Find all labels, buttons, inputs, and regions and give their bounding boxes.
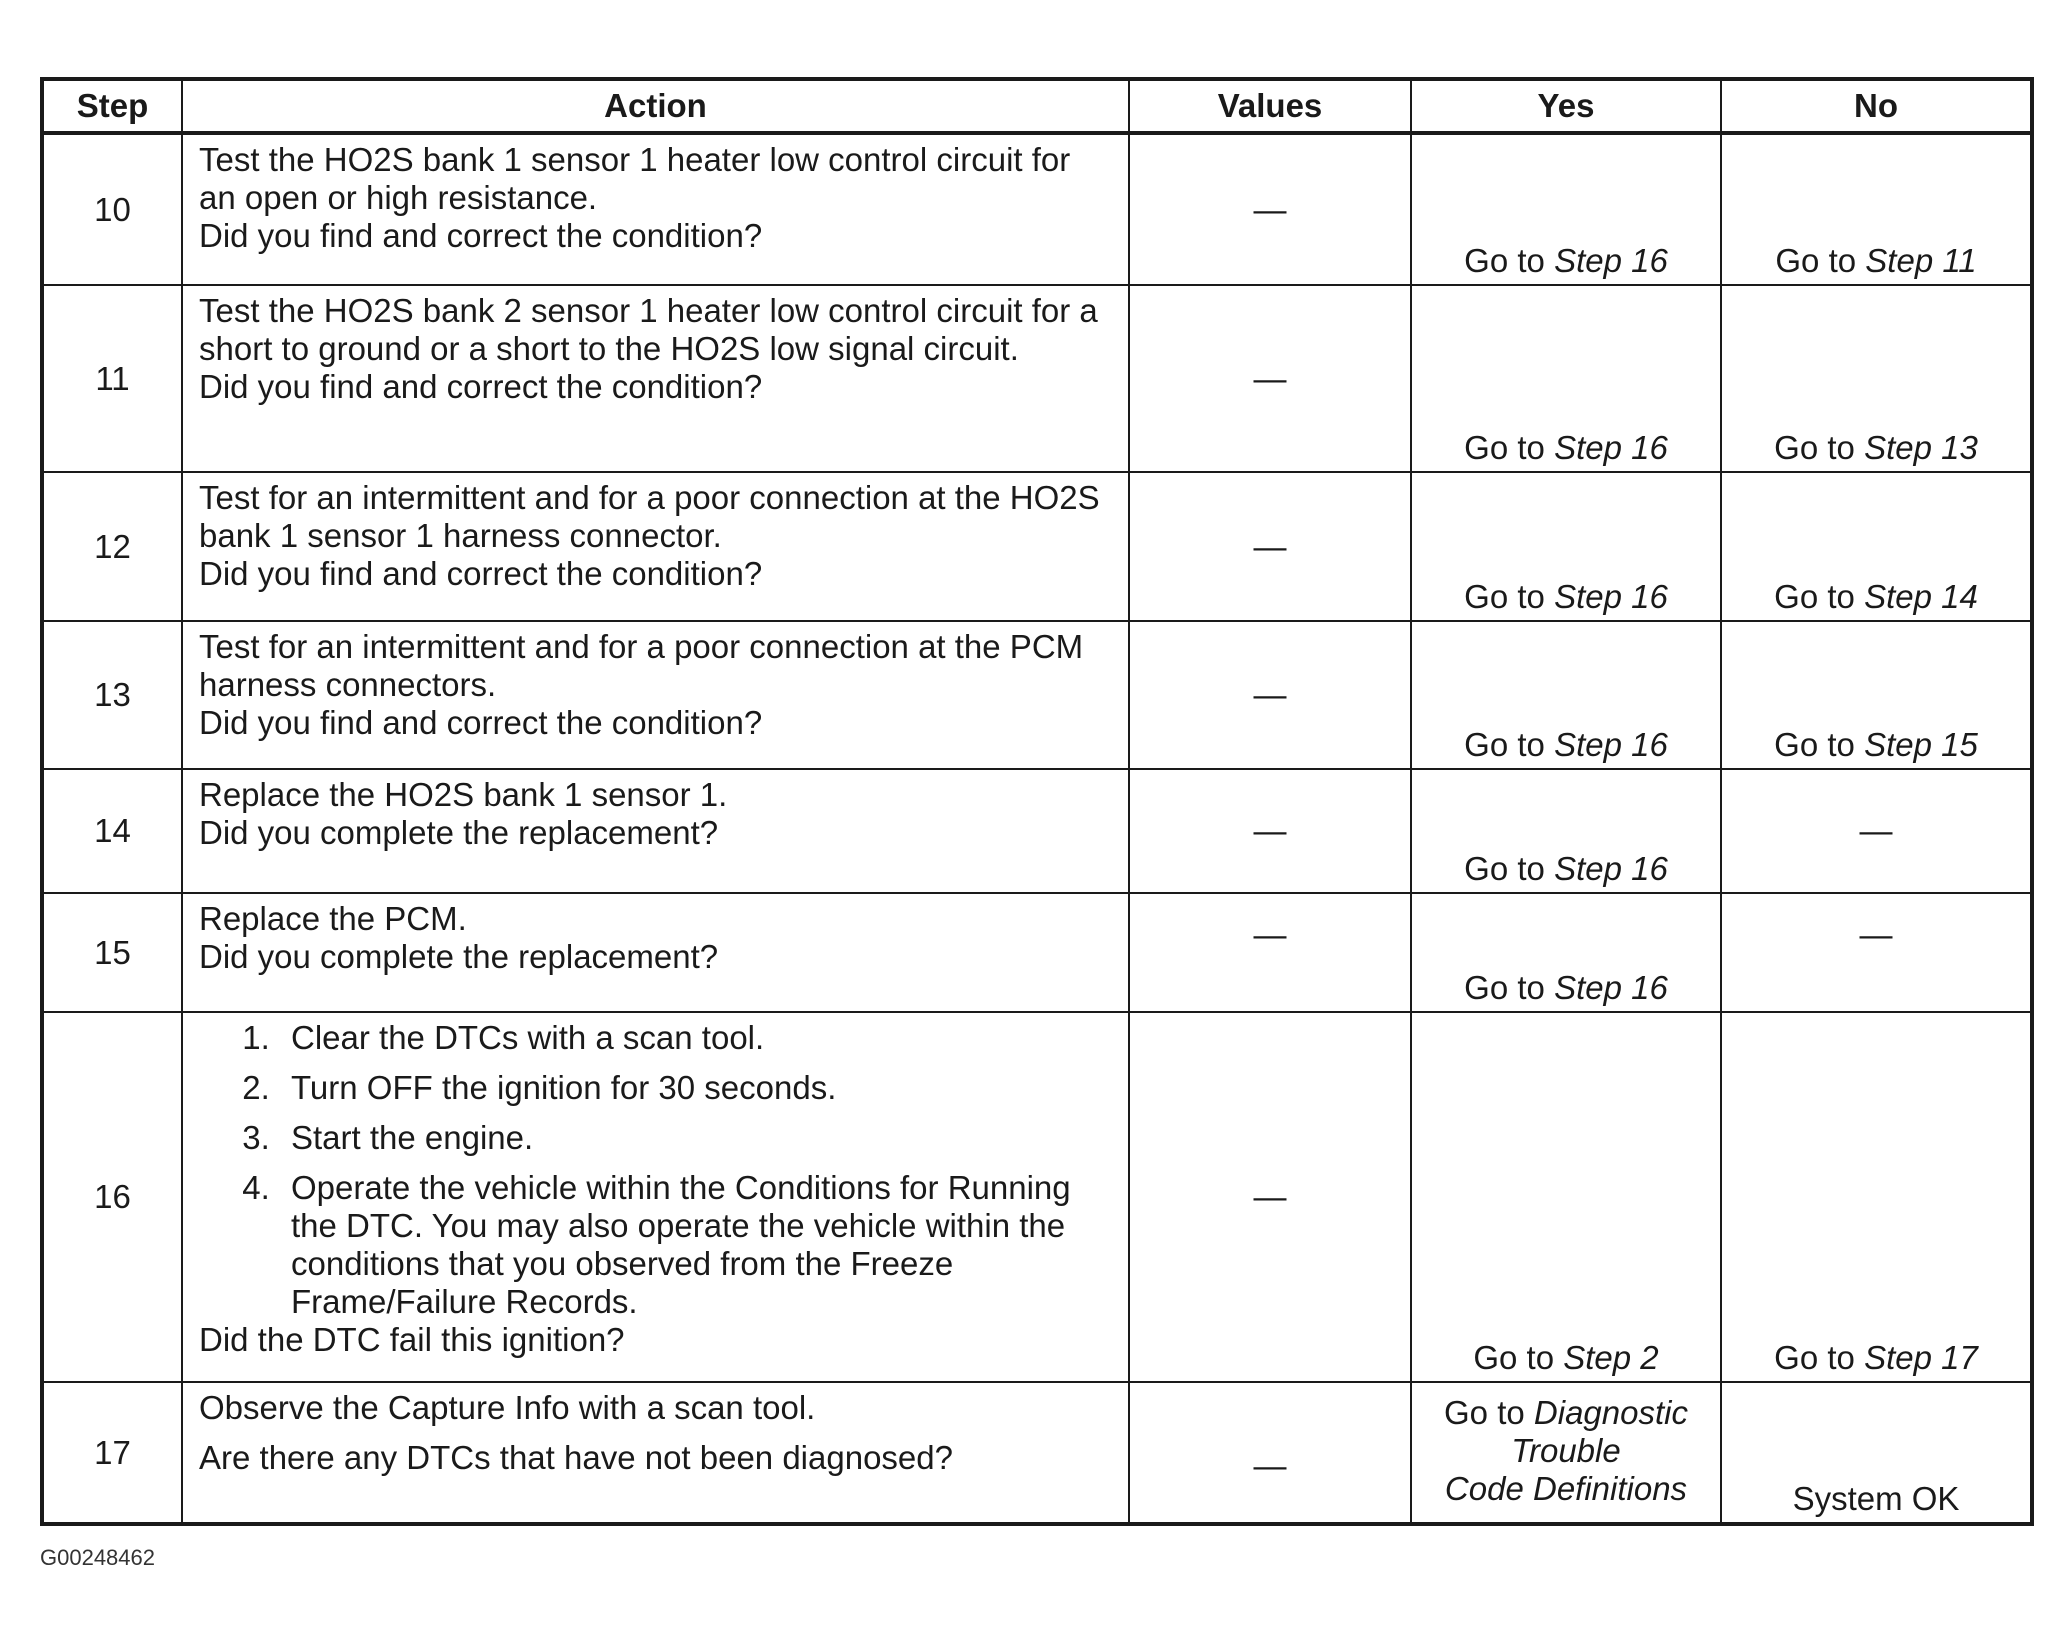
table-row xyxy=(42,1382,2032,1524)
substep-list xyxy=(199,1019,1110,1321)
yes-target: Step 16 xyxy=(1554,726,1668,763)
yes-prefix: Go to xyxy=(1464,242,1545,279)
no-cell xyxy=(1721,621,2032,769)
no-cell xyxy=(1721,133,2032,285)
values-cell xyxy=(1129,133,1411,285)
action-cell xyxy=(182,769,1129,893)
yes-cell xyxy=(1411,133,1721,285)
step-number: 16 xyxy=(42,1012,182,1382)
no-cell xyxy=(1721,893,2032,1012)
action-text: Replace the PCM. xyxy=(199,900,467,937)
action-text: Test for an intermittent and for a poor connection at the HO2S bank 1 sensor 1 harness connector. xyxy=(199,479,1100,554)
values-dash: — xyxy=(1253,812,1287,849)
action-question: Did you find and correct the condition? xyxy=(199,368,763,405)
action-question: Are there any DTCs that have not been diagnosed? xyxy=(199,1439,953,1476)
action-question: Did the DTC fail this ignition? xyxy=(199,1321,625,1358)
action-cell xyxy=(182,1382,1129,1524)
table-row xyxy=(42,893,2032,1012)
action-cell xyxy=(182,893,1129,1012)
table-row xyxy=(42,621,2032,769)
action-question: Did you find and correct the condition? xyxy=(199,217,763,254)
step-number: 13 xyxy=(42,621,182,769)
header-step: Step xyxy=(42,79,182,133)
yes-prefix: Go to xyxy=(1464,726,1545,763)
values-dash: — xyxy=(1253,190,1287,228)
action-cell xyxy=(182,133,1129,285)
no-target: Step 17 xyxy=(1864,1339,1978,1376)
yes-prefix: Go to xyxy=(1464,429,1545,466)
no-dash: — xyxy=(1859,916,1893,953)
no-prefix: Go to xyxy=(1774,726,1855,763)
step-number: 10 xyxy=(42,133,182,285)
no-prefix: Go to xyxy=(1774,578,1855,615)
values-cell xyxy=(1129,1012,1411,1382)
header-action: Action xyxy=(182,79,1129,133)
yes-target: Step 16 xyxy=(1554,242,1668,279)
values-dash: — xyxy=(1253,676,1287,713)
values-dash: — xyxy=(1253,527,1287,565)
header-no: No xyxy=(1721,79,2032,133)
yes-prefix: Go to xyxy=(1464,578,1545,615)
list-item: 1. Clear the DTCs with a scan tool. xyxy=(279,1019,1110,1057)
values-cell xyxy=(1129,769,1411,893)
yes-prefix: Go to xyxy=(1444,1393,1525,1431)
yes-cell xyxy=(1411,472,1721,621)
yes-target: Code Definitions xyxy=(1444,1469,1688,1507)
action-cell xyxy=(182,472,1129,621)
action-question: Did you complete the replacement? xyxy=(199,814,719,851)
no-target: Step 11 xyxy=(1865,242,1977,279)
no-prefix: Go to xyxy=(1775,242,1857,279)
no-prefix: Go to xyxy=(1774,429,1855,466)
step-number: 14 xyxy=(42,769,182,893)
action-text: Replace the HO2S bank 1 sensor 1. xyxy=(199,776,728,813)
yes-target: Step 16 xyxy=(1554,429,1668,466)
values-dash: — xyxy=(1253,916,1287,953)
no-cell xyxy=(1721,1382,2032,1524)
no-result: System OK xyxy=(1792,1480,1960,1517)
table-row xyxy=(42,285,2032,472)
values-cell xyxy=(1129,1382,1411,1524)
yes-cell xyxy=(1411,893,1721,1012)
values-cell xyxy=(1129,621,1411,769)
yes-target: Step 16 xyxy=(1554,578,1668,615)
yes-cell xyxy=(1411,769,1721,893)
header-yes: Yes xyxy=(1411,79,1721,133)
values-cell xyxy=(1129,285,1411,472)
step-number: 17 xyxy=(42,1382,182,1524)
action-question: Did you find and correct the condition? xyxy=(199,704,763,741)
action-text: Test for an intermittent and for a poor connection at the PCM harness connectors. xyxy=(199,628,1084,703)
figure-id: G00248462 xyxy=(40,1545,155,1570)
no-target: Step 13 xyxy=(1864,429,1978,466)
list-item: 3. Start the engine. xyxy=(279,1119,1110,1157)
yes-prefix: Go to xyxy=(1473,1339,1555,1376)
no-cell xyxy=(1721,285,2032,472)
yes-prefix: Go to xyxy=(1464,969,1545,1006)
yes-prefix: Go to xyxy=(1464,850,1545,887)
yes-target: Step 16 xyxy=(1554,969,1668,1006)
action-question: Did you find and correct the condition? xyxy=(199,555,763,592)
no-prefix: Go to xyxy=(1774,1339,1855,1376)
yes-target: Step 2 xyxy=(1563,1339,1659,1376)
values-dash: — xyxy=(1253,1446,1287,1484)
yes-cell xyxy=(1411,621,1721,769)
no-target: Step 15 xyxy=(1864,726,1978,763)
values-cell xyxy=(1129,893,1411,1012)
action-cell xyxy=(182,1012,1129,1382)
yes-cell xyxy=(1411,1012,1721,1382)
step-number: 12 xyxy=(42,472,182,621)
no-cell xyxy=(1721,769,2032,893)
no-cell xyxy=(1721,472,2032,621)
action-cell xyxy=(182,285,1129,472)
yes-target: Diagnostic xyxy=(1533,1393,1688,1431)
yes-target: Trouble xyxy=(1511,1431,1621,1469)
yes-cell xyxy=(1411,1382,1721,1524)
no-dash: — xyxy=(1859,812,1893,849)
table-row xyxy=(42,769,2032,893)
yes-target: Step 16 xyxy=(1554,850,1668,887)
header-values: Values xyxy=(1129,79,1411,133)
header-row xyxy=(42,79,2032,133)
no-target: Step 14 xyxy=(1864,578,1978,615)
step-number: 11 xyxy=(42,285,182,472)
values-cell xyxy=(1129,472,1411,621)
list-item: 4. Operate the vehicle within the Conditions for Running the DTC. You may also operate the vehicle within the conditions that you observed from the Freeze Frame/Failure Records. xyxy=(279,1169,1110,1321)
action-question: Did you complete the replacement? xyxy=(199,938,719,975)
action-cell xyxy=(182,621,1129,769)
yes-cell xyxy=(1411,285,1721,472)
action-text: Observe the Capture Info with a scan tool. xyxy=(199,1389,816,1426)
table-row xyxy=(42,133,2032,285)
values-dash: — xyxy=(1253,359,1287,397)
no-cell xyxy=(1721,1012,2032,1382)
table-row xyxy=(42,1012,2032,1382)
step-number: 15 xyxy=(42,893,182,1012)
action-text: Test the HO2S bank 1 sensor 1 heater low control circuit for an open or high resistance. xyxy=(199,141,1071,216)
table-row xyxy=(42,472,2032,621)
diagnostic-table xyxy=(40,77,2034,1526)
list-item: 2. Turn OFF the ignition for 30 seconds. xyxy=(279,1069,1110,1107)
values-dash: — xyxy=(1253,1178,1287,1215)
action-text: Test the HO2S bank 2 sensor 1 heater low control circuit for a short to ground or a short to the HO2S low signal circuit. xyxy=(199,292,1098,367)
